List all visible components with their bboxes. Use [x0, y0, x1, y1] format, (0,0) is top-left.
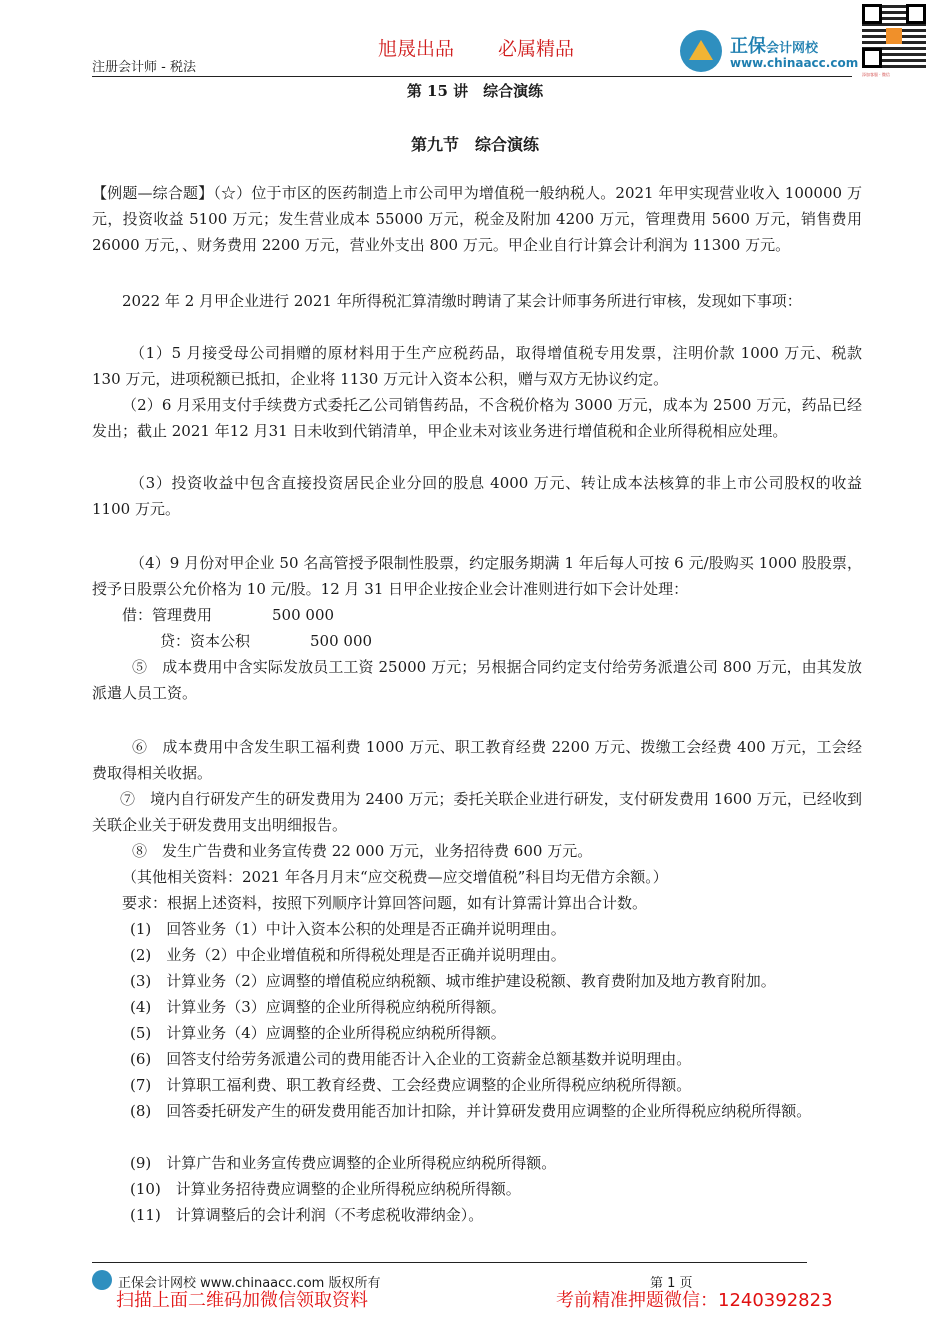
item-7: ⑦ 境内自行研发产生的研发费用为 2400 万元；委托关联企业进行研发，支付研发费用 1600 万元，已经收到关联企业关于研发费用支出明细报告。 [92, 790, 862, 834]
question-7: (7) 计算职工福利费、职工教育经费、工会经费应调整的企业所得税应纳税所得额。 [130, 1076, 692, 1094]
journal-debit: 借：管理费用 500 000 [122, 606, 335, 624]
footer-divider [92, 1262, 807, 1263]
journal-credit: 贷：资本公积 500 000 [160, 632, 373, 650]
promo-left: 旭晟出品 [378, 38, 455, 60]
question-9: (9) 计算广告和业务宣传费应调整的企业所得税应纳税所得额。 [130, 1154, 557, 1172]
audit-intro: 2022 年 2 月甲企业进行 2021 年所得税汇算清缴时聘请了某会计师事务所进行审核，发现如下事项： [122, 292, 802, 310]
qr-finder-icon [862, 4, 882, 24]
qr-caption: 添加客服 · 微信 [862, 72, 890, 77]
item-8: ⑧ 发生广告费和业务宣传费 22 000 万元，业务招待费 600 万元。 [132, 842, 593, 860]
promo-right: 必属精品 [498, 38, 575, 60]
item-3: （3）投资收益中包含直接投资居民企业分回的股息 4000 万元、转让成本法核算的非上市公司股权的收益 1100 万元。 [92, 474, 862, 518]
page-number: 第 1 页 [650, 1276, 693, 1291]
logo-name: 正保 [730, 36, 766, 57]
question-6: (6) 回答支付给劳务派遣公司的费用能否计入企业的工资薪金总额基数并说明理由。 [130, 1050, 692, 1068]
section-title: 第九节 综合演练 [410, 135, 539, 154]
qr-logo-icon [886, 28, 902, 44]
requirements-intro: 要求：根据上述资料，按照下列顺序计算回答问题，如有计算需计算出合计数。 [122, 894, 648, 912]
question-8: (8) 回答委托研发产生的研发费用能否加计扣除，并计算研发费用应调整的企业所得税应纳税所得额。 [130, 1102, 812, 1120]
qr-finder-icon [862, 48, 882, 68]
item-5: ⑤ 成本费用中含实际发放员工工资 25000 万元；另根据合同约定支付给劳务派遣公司 800 万元，由其发放派遣人员工资。 [92, 658, 862, 702]
chinaacc-logo [680, 30, 860, 74]
footer-logo-icon [92, 1270, 112, 1290]
other-info-note: （其他相关资料：2021 年各月月末“应交税费—应交增值税”科目均无借方余额。） [122, 868, 668, 886]
footer-copyright: 正保会计网校 www.chinaacc.com 版权所有 [118, 1276, 381, 1291]
question-4: (4) 计算业务（3）应调整的企业所得税应纳税所得额。 [130, 998, 506, 1016]
question-1: (1) 回答业务（1）中计入资本公积的处理是否正确并说明理由。 [130, 920, 566, 938]
logo-sub: 会计网校 [766, 41, 819, 56]
example-intro: 【例题—综合题】（☆）位于市区的医药制造上市公司甲为增值税一般纳税人。2021 年甲实现营业收入 100000 万元，投资收益 5100 万元；发生营业成本 55000 万元，税金及附加 4200 万元，管理费用 5600 万元，销售费用 26000 万元，、财务费用 2200 万元，营业外支出 800 万元。甲企业自行计算会计利润为 11300 万元。 [92, 184, 862, 254]
question-3: (3) 计算业务（2）应调整的增值税应纳税额、城市维护建设税额、教育费附加及地方教育附加。 [130, 972, 776, 990]
question-2: (2) 业务（2）中企业增值税和所得税处理是否正确并说明理由。 [130, 946, 566, 964]
item-2: （2）6 月采用支付手续费方式委托乙公司销售药品，不含税价格为 3000 万元，成本为 2500 万元，药品已经发出；截止 2021 年12 月31 日未收到代销清单，甲企业未对该业务进行增值税和企业所得税相应处理。 [92, 396, 862, 440]
course-name: 注册会计师 - 税法 [92, 60, 196, 75]
question-11: (11) 计算调整后的会计利润（不考虑税收滞纳金）。 [130, 1206, 484, 1224]
logo-mark-icon [680, 30, 722, 72]
question-5: (5) 计算业务（4）应调整的企业所得税应纳税所得额。 [130, 1024, 506, 1042]
item-6: ⑥ 成本费用中含发生职工福利费 1000 万元、职工教育经费 2200 万元、拨缴工会经费 400 万元，工会经费取得相关收据。 [92, 738, 862, 782]
question-10: (10) 计算业务招待费应调整的企业所得税应纳税所得额。 [130, 1180, 521, 1198]
wechat-promo-right: 考前精准押题微信：1240392823 [556, 1290, 833, 1311]
item-4: （4）9 月份对甲企业 50 名高管授予限制性股票，约定服务期满 1 年后每人可按 6 元/股购买 1000 股股票，授予日股票公允价格为 10 元/股。12 月 31 日甲企业按企业会计准则进行如下会计处理： [92, 554, 862, 598]
item-1: （1）5 月接受母公司捐赠的原材料用于生产应税药品，取得增值税专用发票，注明价款 1000 万元、税款 130 万元，进项税额已抵扣，企业将 1130 万元计入资本公积，赠与双方无协议约定。 [92, 344, 862, 388]
qr-code[interactable] [862, 4, 926, 86]
lecture-title: 第 15 讲 综合演练 [406, 82, 544, 100]
qr-finder-icon [906, 4, 926, 24]
logo-url: www.chinaacc.com [730, 56, 859, 70]
header-divider [92, 76, 852, 77]
wechat-promo-left: 扫描上面二维码加微信领取资料 [116, 1290, 368, 1311]
